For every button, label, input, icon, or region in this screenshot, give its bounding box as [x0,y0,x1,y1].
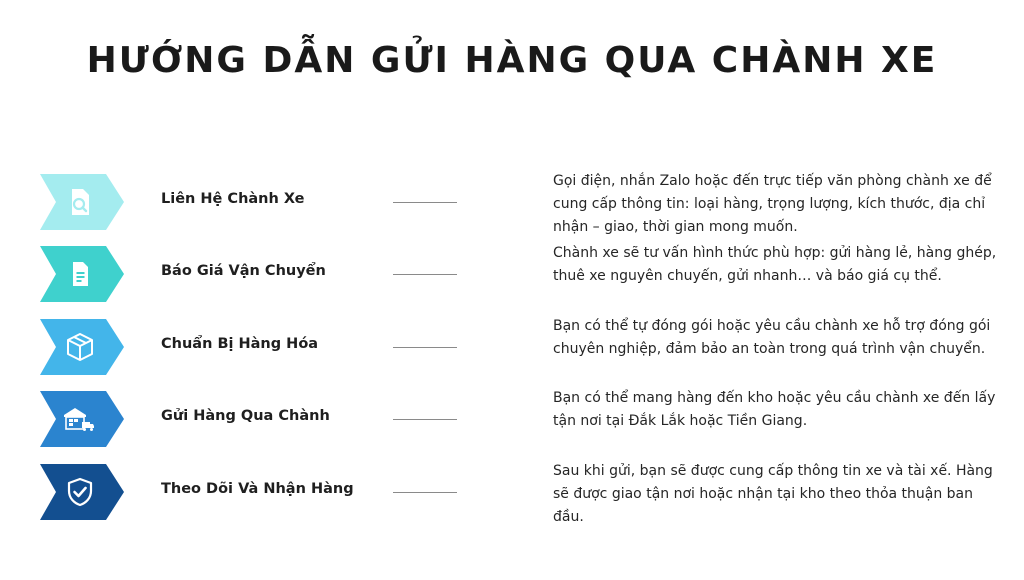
connector-line [393,274,457,275]
step-chevron [40,174,124,230]
connector-line [393,419,457,420]
step-label: Gửi Hàng Qua Chành [161,408,330,424]
step-label: Theo Dõi Và Nhận Hàng [161,481,354,497]
step-label: Chuẩn Bị Hàng Hóa [161,336,319,352]
connector-line [393,347,457,348]
step-label: Báo Giá Vận Chuyển [161,263,326,279]
step-description: Bạn có thể tự đóng gói hoặc yêu cầu chành xe hỗ trợ đóng gói chuyên nghiệp, đảm bảo an toàn trong quá trình vận chuyển. [553,318,991,357]
step-contact [0,172,1024,235]
step-chevron [40,319,124,375]
step-description: Chành xe sẽ tư vấn hình thức phù hợp: gửi hàng lẻ, hàng ghép, thuê xe nguyên chuyến, gửi nhanh… và báo giá cụ thể. [553,245,997,284]
shield-check-icon [64,476,96,508]
step-description: Bạn có thể mang hàng đến kho hoặc yêu cầu chành xe đến lấy tận nơi tại Đắk Lắk hoặc Tiền Giang. [553,390,996,429]
step-description: Gọi điện, nhắn Zalo hoặc đến trực tiếp văn phòng chành xe để cung cấp thông tin: loại hàng, trọng lượng, kích thước, địa chỉ nhận – giao, thời gian mong muốn. [553,173,992,235]
page-title: HƯỚNG DẪN GỬI HÀNG QUA CHÀNH XE [86,40,938,81]
box-icon [64,331,96,363]
document-icon [64,258,96,290]
connector-line [393,202,457,203]
step-chevron [40,464,124,520]
step-label: Liên Hệ Chành Xe [161,191,305,207]
document-search-icon [64,186,96,218]
step-description: Sau khi gửi, bạn sẽ được cung cấp thông tin xe và tài xế. Hàng sẽ được giao tận nơi hoặc nhận tại kho theo thỏa thuận ban đầu. [553,463,993,525]
step-send [0,389,1024,449]
step-chevron [40,391,124,447]
connector-line [393,492,457,493]
step-chevron [40,246,124,302]
step-track [0,462,1024,525]
step-quote [0,244,1024,304]
warehouse-truck-icon [58,403,98,435]
step-prepare [0,317,1024,377]
